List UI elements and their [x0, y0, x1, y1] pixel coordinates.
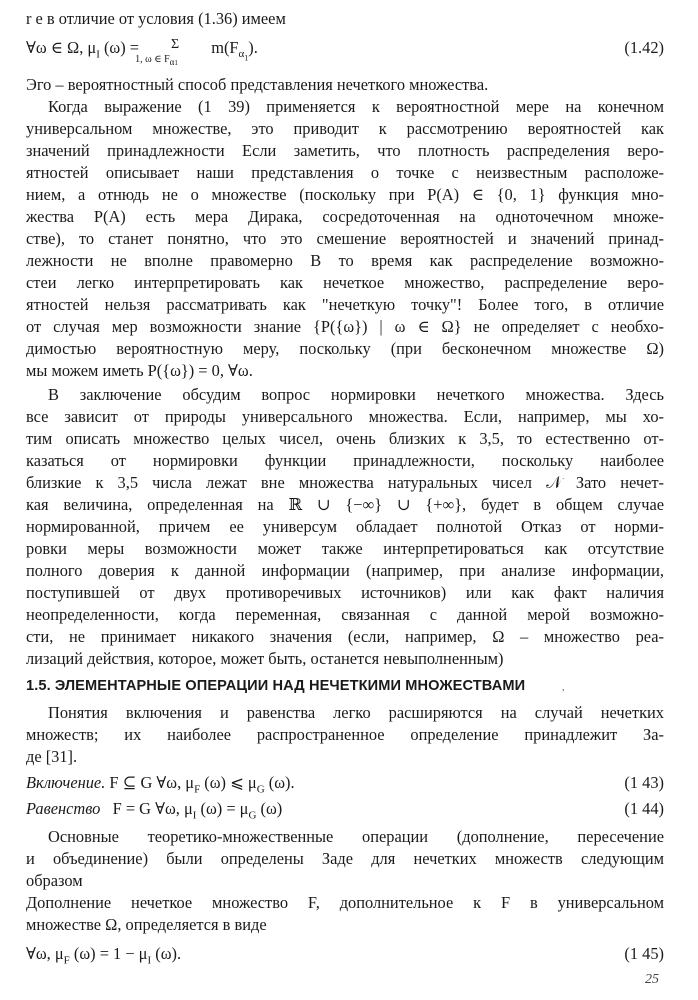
text-line: все зависит от природы универсального множества. Если, например, мы хо-: [26, 407, 664, 426]
text-line: Когда выражение (1 39) применяется к вероятностной мере на конечном: [48, 97, 664, 116]
equation-number: (1.42): [624, 38, 664, 57]
equation-1-43: Включение. F ⊆ G ∀ω, $\mu_F$ (ω) ⩽ $\mu_G$ (ω). (1 43): [26, 773, 664, 796]
text-line: r e в отличие от условия (1.36) имеем: [26, 9, 286, 28]
equation-number: (1 44): [624, 799, 664, 818]
scan-mark: ,: [562, 682, 565, 693]
text-line: димостью вероятностную меру, поскольку (при бесконечном множестве Ω): [26, 339, 664, 358]
text-line: ятностей описывает наши представления о точке с неизвестным расположе-: [26, 163, 664, 182]
text-line: множеств; их наиболее распространенное определение принадлежит За-: [26, 725, 664, 744]
text-line: Дополнение нечеткое множество F, дополнительное к F в универсальном: [26, 893, 664, 912]
text-line: полного доверия к данной информации (например, при анализе информации,: [26, 561, 664, 580]
equation-1-42: ∀ω ∈ Ω, $\mu_I$ (ω) = Σ 1, ω ∈ $F_{\alpha 1}$ $m(F_{\alpha_1})$. (1.42): [26, 37, 664, 67]
text-line: Основные теоретико-множественные операции (дополнение, пересечение: [48, 827, 664, 846]
text-line: неопределенности, когда переменная, связанная с данной мерой возможно-: [26, 605, 664, 624]
text-line: от случая мер возможности знание {P({ω}) | ω ∈ Ω} не определяет с необхо-: [26, 317, 664, 336]
text-line: казаться от нормировки функции принадлежности, поскольку наиболее: [26, 451, 664, 470]
text-line: Эго – вероятностный способ представления нечеткого множества.: [26, 75, 489, 94]
text-line: лизаций действия, которое, может быть, останется невыполненным): [26, 649, 504, 668]
text-line: де [31].: [26, 747, 78, 766]
text-line: тим описать множество целых чисел, очень близких к 3,5, то естественно от-: [26, 429, 664, 448]
text-line: универсальном множестве, это приводит к рассмотрению вероятностей как: [26, 119, 664, 138]
section-heading: 1.5. ЭЛЕМЕНТАРНЫЕ ОПЕРАЦИИ НАД НЕЧЕТКИМИ МНОЖЕСТВАМИ: [26, 678, 526, 694]
equation-1-44: Равенство F = G ∀ω, $\mu_I$ $(\omega) = \mu_G$ (ω) (1 44): [26, 799, 664, 822]
text-line: нием, а отнюдь не о множестве (поскольку при P(A) ∈ {0, 1} функция мно-: [26, 185, 664, 204]
text-line: множестве Ω, определяется в виде: [26, 915, 267, 934]
text-line: Понятия включения и равенства легко расширяются на случай нечетких: [48, 703, 664, 722]
text-line: близкие к 3,5 числа лежат вне множества натуральных чисел 𝒩 Зато нечет-: [26, 473, 664, 492]
text-line: значений принадлежности Если заметить, что плотность распределения веро-: [26, 141, 664, 160]
text-line: мы можем иметь P({ω}) = 0, ∀ω.: [26, 361, 253, 380]
text-line: В заключение обсудим вопрос нормировки нечеткого множества. Здесь: [48, 385, 664, 404]
text-line: лежности не вполне правомерно В то время как распределение возможно-: [26, 251, 664, 270]
text-line: сти, не принимает никакого значения (если, например, Ω – множество реа-: [26, 627, 664, 646]
text-line: жества P(A) есть мера Дирака, сосредоточенная на одноточечном множе-: [26, 207, 664, 226]
text-line: образом: [26, 871, 83, 890]
text-line: кая величина, определенная на ℝ ∪ {−∞} ∪ {+∞}, будет в общем случае: [26, 495, 664, 514]
text-line: стве), то станет понятно, что это смешение вероятностей и значений принад-: [26, 229, 664, 248]
text-line: стеи легко интерпретировать как нечеткое множество, распределение веро-: [26, 273, 664, 292]
equation-1-45: ∀ω, $\mu_F$ $(\omega) = 1 - \mu_I$ (ω). (1 45): [26, 944, 664, 967]
text-line: ятностей нельзя рассматривать как "нечеткую точку"! Более того, в отличие: [26, 295, 664, 314]
equation-number: (1 45): [624, 944, 664, 963]
equation-number: (1 43): [624, 773, 664, 792]
text-line: поступившей от двух противоречивых источников) или как факт наличия: [26, 583, 664, 602]
page-number: 25: [645, 972, 659, 987]
text-line: и объединение) были определены Заде для нечетких множеств следующим: [26, 849, 664, 868]
text-line: нормированной, причем ее универсум обладает полнотой Отказ от норми-: [26, 517, 664, 536]
text-line: ровки меры возможности может также интерпретироваться как отсутствие: [26, 539, 664, 558]
